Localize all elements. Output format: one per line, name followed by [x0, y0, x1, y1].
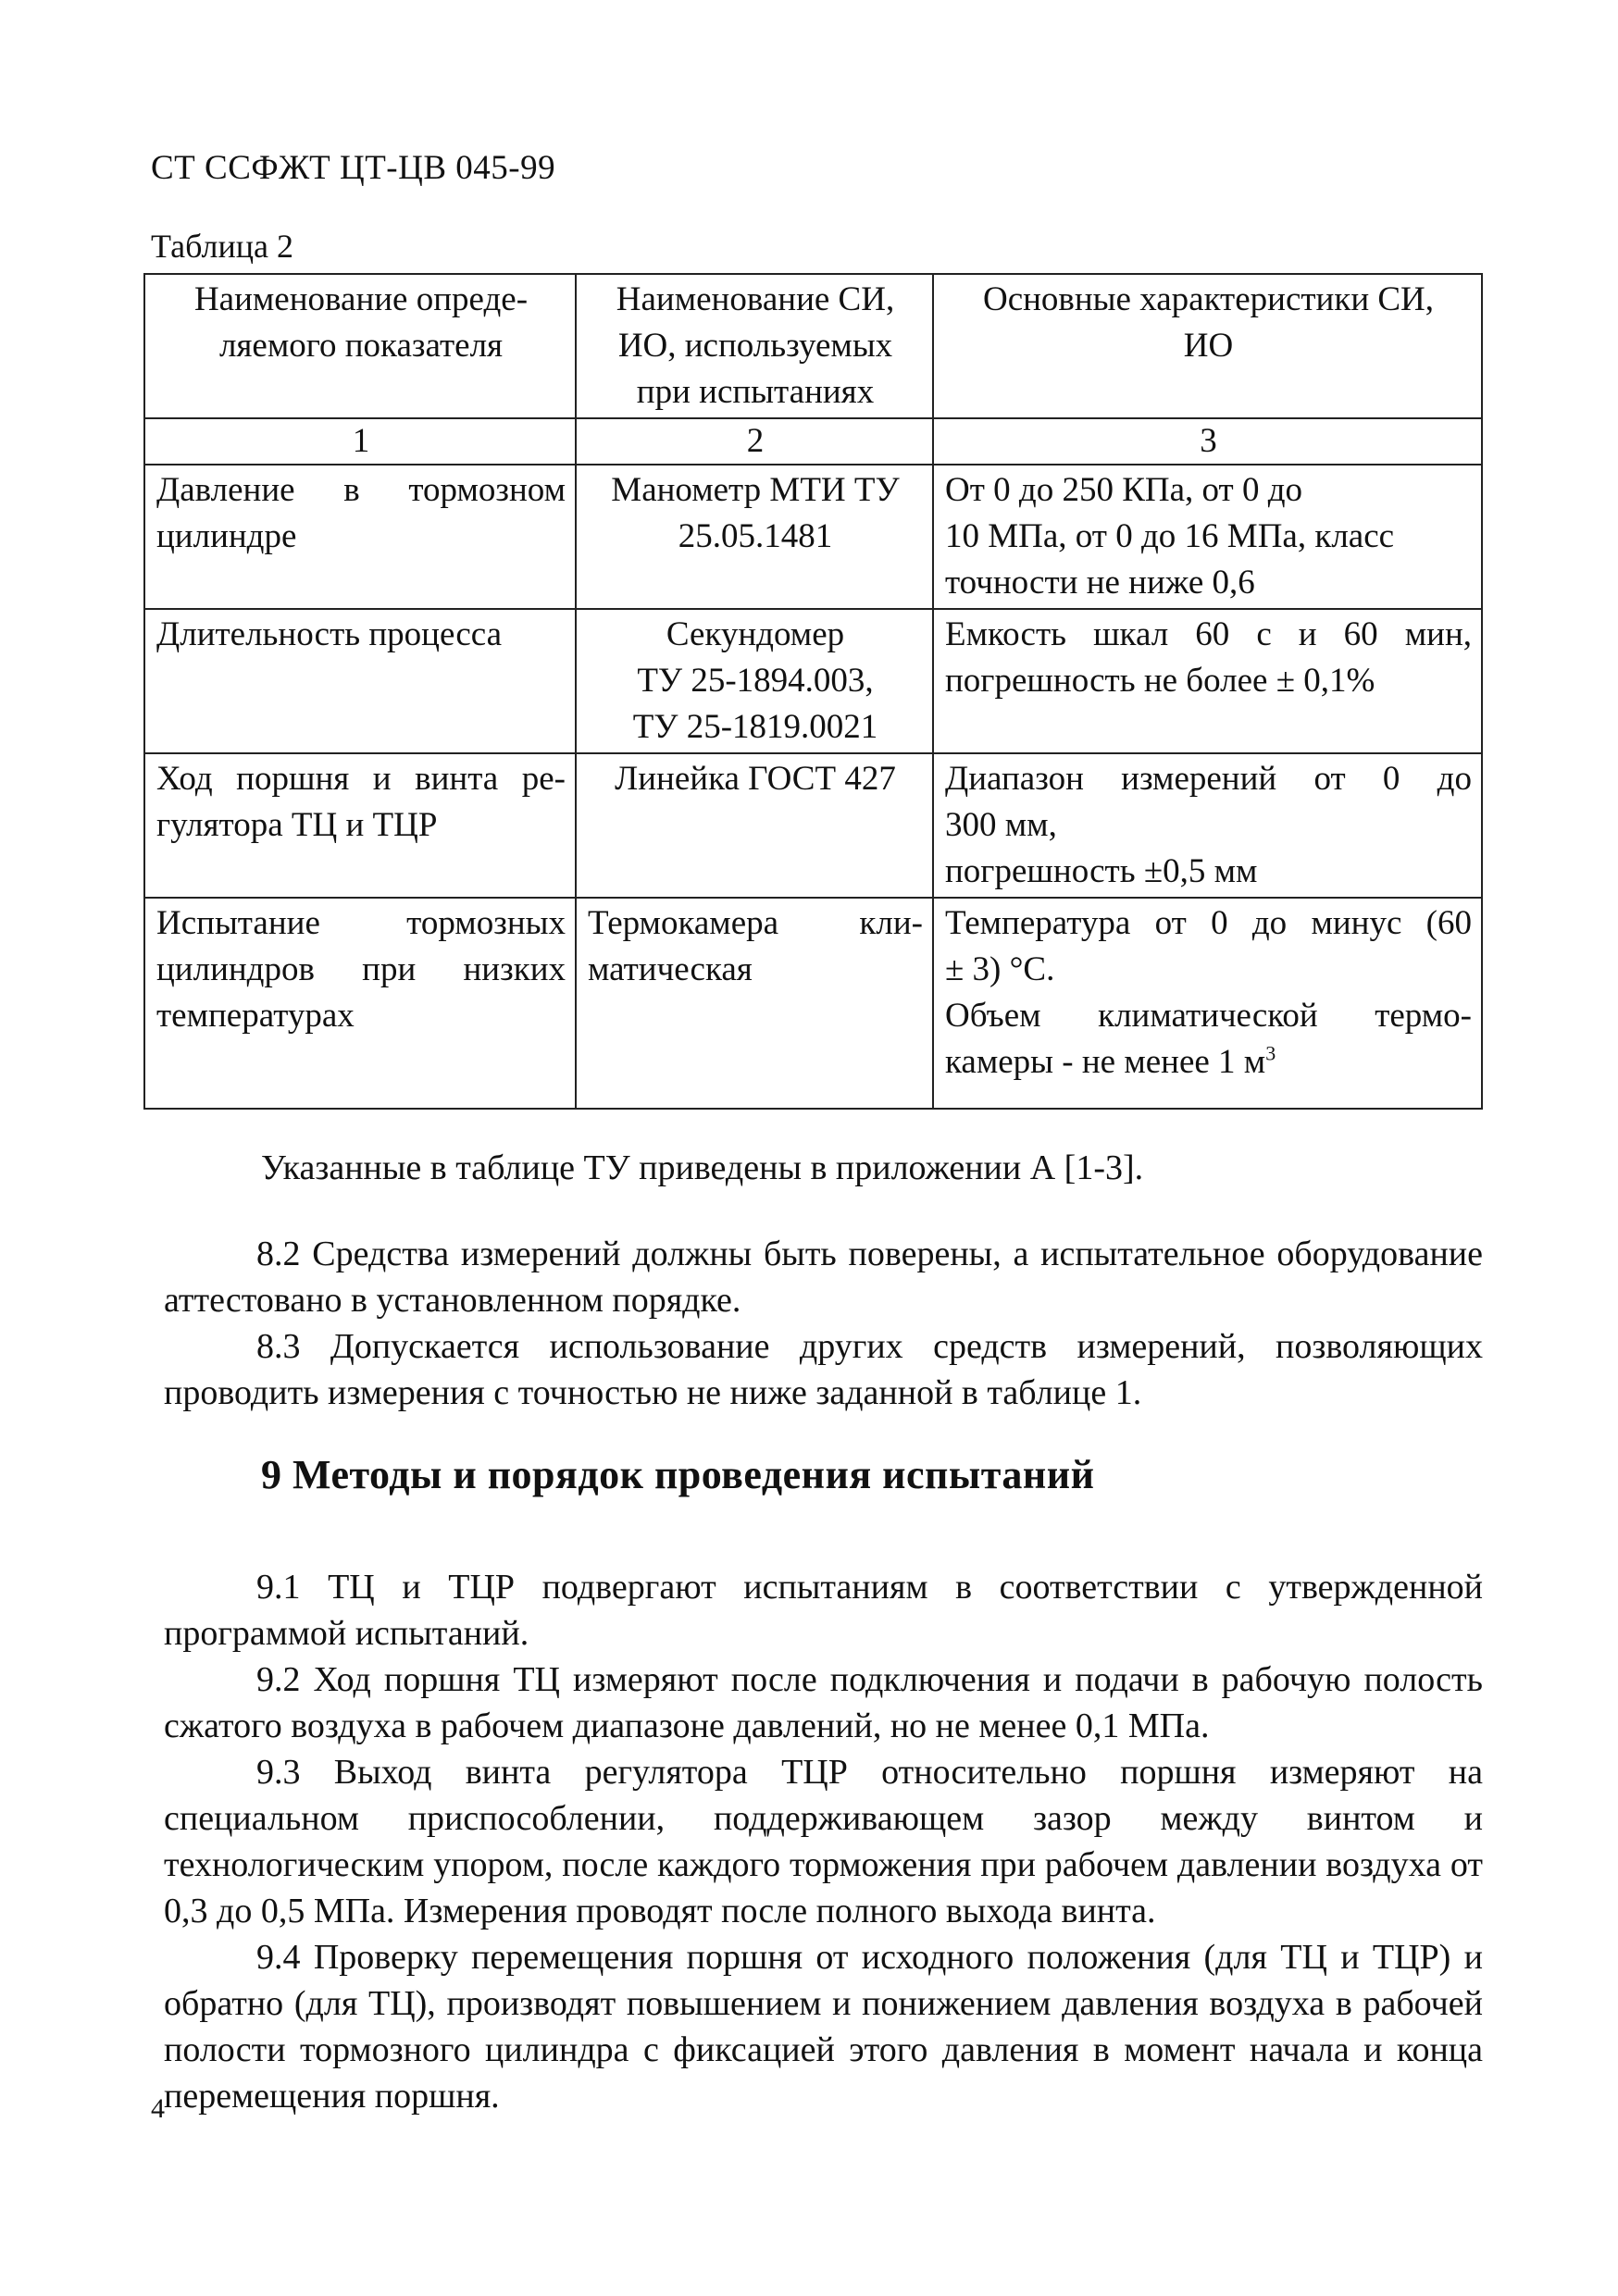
header-cell-indicator: Наименование опреде- ляемого показателя: [144, 274, 576, 418]
equipment-table: [143, 273, 1483, 1110]
table-caption: Таблица 2: [151, 228, 293, 265]
table-cell: От 0 до 250 КПа, от 0 до 10 МПа, от 0 до 16 МПа, класс точности не ниже 0,6: [933, 465, 1482, 609]
paragraph-9-3: 9.3 Выход винта регулятора ТЦР относительно поршня измеряют на специальном приспособлении, поддерживающем зазор между винтом и технологическим упором, после каждого торможения при рабочем давлении воздуха от 0,3 до 0,5 МПа. Измерения проводят после полного выхода винта.: [164, 1753, 1483, 1930]
header-cell-instrument: Наименование СИ, ИО, используемых при испытаниях: [576, 274, 933, 418]
paragraph-9-2: 9.2 Ход поршня ТЦ измеряют после подключения и подачи в рабочую полость сжатого воздуха в рабочем диапазоне давлений, но не менее 0,1 МПа.: [164, 1660, 1483, 1745]
document-code: СТ ССФЖТ ЦТ-ЦВ 045-99: [151, 149, 556, 187]
paragraph-9-4: 9.4 Проверку перемещения поршня от исходного положения (для ТЦ и ТЦР) и обратно (для ТЦ), производят повышением и понижением давления воздуха в рабочей полости тормозного цилиндра с фиксацией этого давления в момент начала и конца перемещения поршня.: [164, 1938, 1483, 2116]
column-number: 2: [576, 418, 933, 465]
paragraph-9-1: 9.1 ТЦ и ТЦР подвергают испытаниям в соответствии с утвержденной программой испытаний.: [164, 1568, 1483, 1653]
table-row: [144, 753, 1482, 898]
table-row: [144, 465, 1482, 609]
table-row: [144, 609, 1482, 753]
column-number-row: [144, 418, 1482, 465]
table-cell: Емкость шкал 60 с и 60 мин, погрешность не более ± 0,1%: [933, 609, 1482, 753]
table-cell: Давление в тормозном цилиндре: [144, 465, 576, 609]
header-cell-characteristics: Основные характеристики СИ, ИО: [933, 274, 1482, 418]
paragraph-8-3: 8.3 Допускается использование других средств измерений, позволяющих проводить измерения с точностью не ниже заданной в таблице 1.: [164, 1327, 1483, 1412]
page-number: 4: [151, 2093, 165, 2124]
table-cell: Испытание тормозных цилиндров при низких температурах: [144, 898, 576, 1109]
table-cell: Длительность процесса: [144, 609, 576, 753]
table-cell: Манометр МТИ ТУ 25.05.1481: [576, 465, 933, 609]
column-number: 3: [933, 418, 1482, 465]
table-cell: Термокамера кли- матическая: [576, 898, 933, 1109]
section-title: 9 Методы и порядок проведения испытаний: [261, 1452, 1095, 1497]
volume-line: камеры - не менее 1 $м^3$: [945, 1041, 1276, 1081]
column-number: 1: [144, 418, 576, 465]
table-cell: Секундомер ТУ 25-1894.003, ТУ 25-1819.0021: [576, 609, 933, 753]
table-cell: Ход поршня и винта ре- гулятора ТЦ и ТЦР: [144, 753, 576, 898]
paragraph-8-2: 8.2 Средства измерений должны быть поверены, а испытательное оборудование аттестовано в установленном порядке.: [164, 1235, 1483, 1320]
table-cell: Диапазон измерений от 0 до 300 мм, погрешность ±0,5 мм: [933, 753, 1482, 898]
table-note: Указанные в таблице ТУ приведены в приложении А [1-3].: [261, 1148, 1144, 1187]
table-row: [144, 898, 1482, 1109]
table-header-row: [144, 274, 1482, 418]
cubic-superscript: 3: [1265, 1041, 1276, 1065]
table-cell: Линейка ГОСТ 427: [576, 753, 933, 898]
table-cell: Температура от 0 до минус (60 ± 3) °С. Объем климатической термо- камеры - не менее 1 $м^3$: [933, 898, 1482, 1109]
